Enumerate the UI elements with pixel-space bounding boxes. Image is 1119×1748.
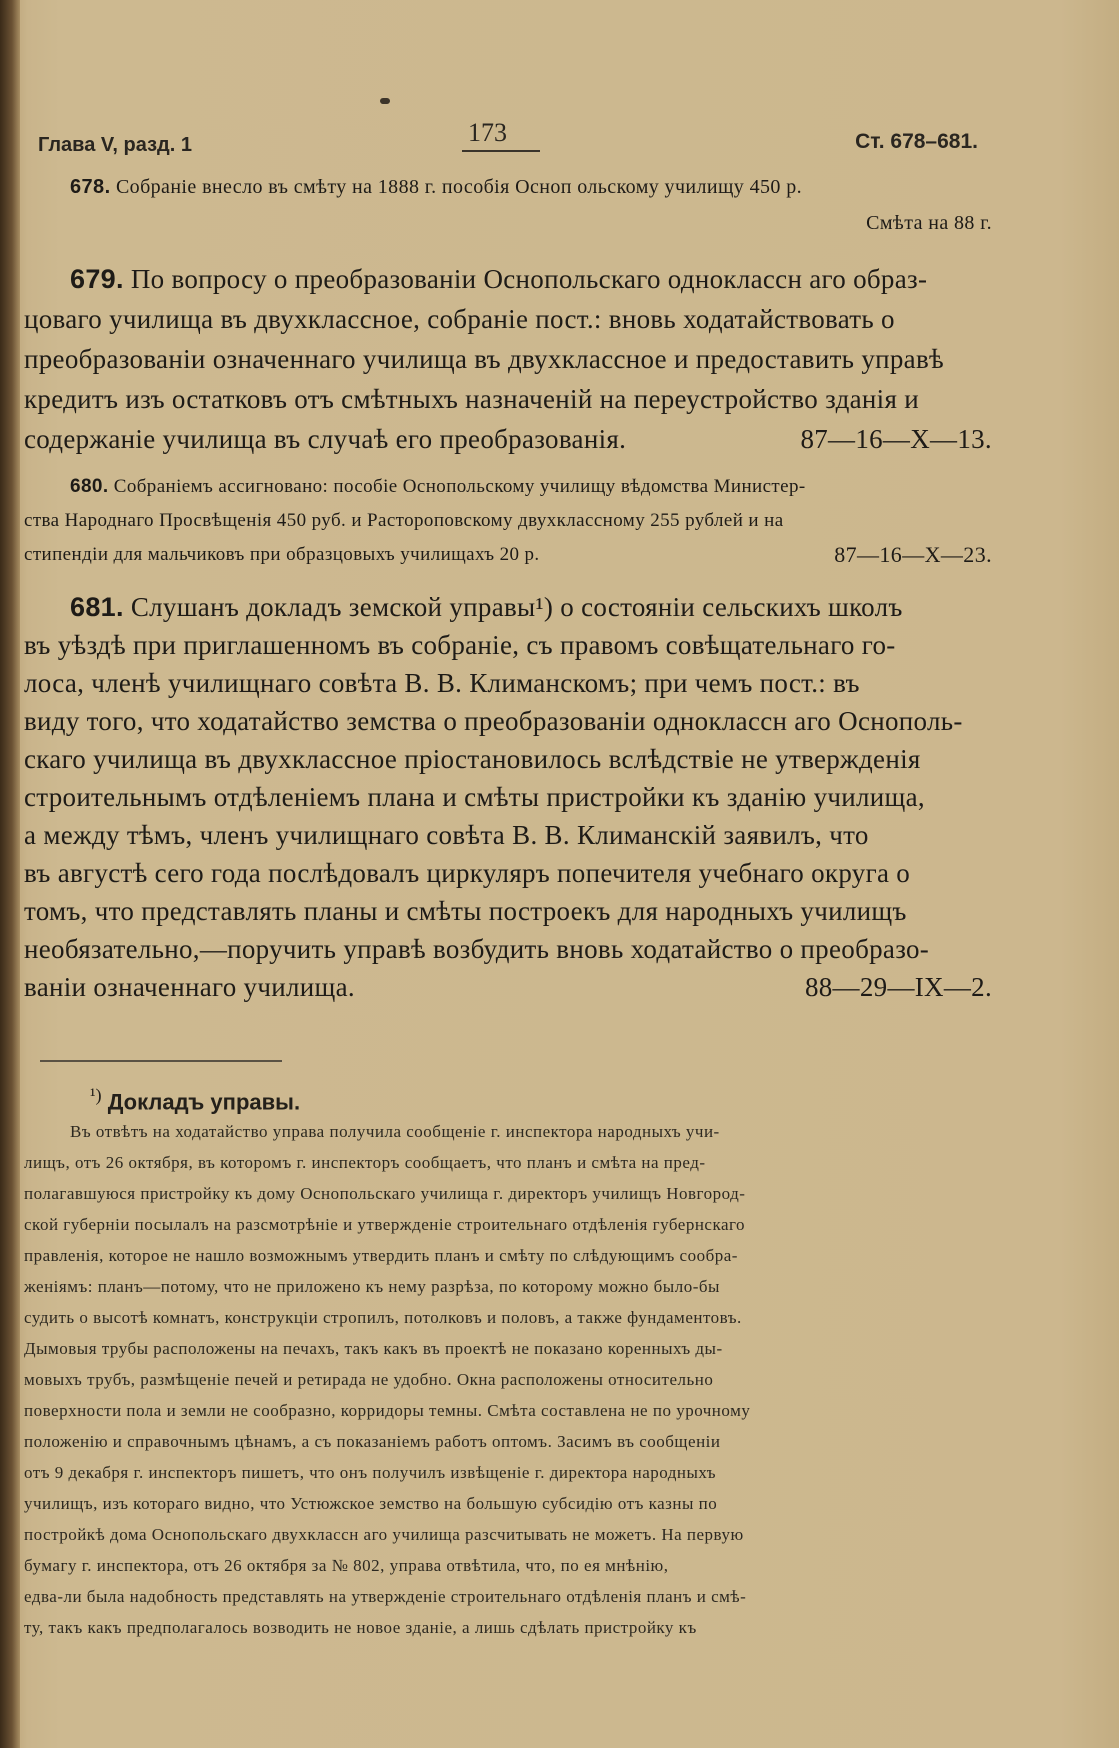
entry-681-line11: ваніи означеннаго училища. [24, 972, 355, 1002]
entry-681-line4: виду того, что ходатайство земства о преобразованіи одноклассн аго Оснополь- [24, 706, 963, 736]
entry-number: 681. [70, 592, 124, 622]
entry-678-line2: Смѣта на 88 г. [866, 212, 992, 234]
entry-681-line1 [70, 592, 1052, 623]
footnote-marker: ¹) [90, 1085, 102, 1105]
entry-679-line1 [70, 264, 1052, 295]
footnote-line: женіямъ: планъ—потому, что не приложено къ нему разрѣза, по которому можно было-бы [24, 1277, 720, 1296]
entry-679-line3: преобразованіи означеннаго училища въ двухклассное и предоставить управѣ [24, 344, 944, 374]
footnote-line: едва-ли была надобность представлять на утвержденіе строительнаго отдѣленія планъ и смѣ- [24, 1587, 747, 1606]
chapter-label: Глава V, разд. 1 [38, 134, 192, 156]
entry-679 [24, 264, 1006, 464]
entry-number: 680. [70, 476, 109, 497]
ink-mark [380, 98, 390, 104]
entry-681-line6: строительнымъ отдѣленіемъ плана и смѣты пристройки къ зданію училища, [24, 782, 925, 812]
entry-680-line3: стипендіи для мальчиковъ при образцовыхъ училищахъ 20 р. [24, 544, 540, 565]
entry-679-reference: 87—16—X—13. [800, 424, 992, 454]
entry-681-line5: скаго училища въ двухклассное пріостановилось вслѣдствіе не утвержденія [24, 744, 921, 774]
footnote-separator [40, 1060, 282, 1062]
page-number: 173 [468, 118, 507, 147]
footnote-line: Дымовыя трубы расположены на печахъ, такъ какъ въ проектѣ не показано коренныхъ ды- [24, 1339, 723, 1358]
entry-678-line1 [70, 176, 1052, 199]
entry-number: 679. [70, 264, 124, 294]
entry-680-line2: ства Народнаго Просвѣщенія 450 руб. и Растороповскому двухклассному 255 рублей и на [24, 510, 784, 531]
entry-680-line1 [70, 476, 1052, 498]
article-range: Ст. 678–681. [855, 130, 978, 153]
footnote-line: бумагу г. инспектора, отъ 26 октября за № 802, управа отвѣтила, что, по ея мнѣнію, [24, 1556, 669, 1575]
entry-text: Собраніемъ ассигновано: пособіе Оснопольскому училищу вѣдомства Министер- [113, 476, 806, 497]
footnote-line: училищъ, изъ котораго видно, что Устюжское земство на большую субсидію отъ казны по [24, 1494, 718, 1513]
entry-text: Слушанъ докладъ земской управы¹) о состояніи сельскихъ школъ [130, 592, 903, 622]
page-header [38, 110, 978, 160]
footnote-line: ту, такъ какъ предполагалось возводить не новое зданіе, а лишь сдѣлать пристройку къ [24, 1618, 697, 1637]
footnote-title [90, 1085, 300, 1115]
entry-679-line4: кредитъ изъ остатковъ отъ смѣтныхъ назначеній на переустройство зданія и [24, 384, 919, 414]
entry-number: 678. [70, 176, 111, 198]
entry-680 [24, 476, 1006, 586]
entry-text: По вопросу о преобразованіи Оснопольскаго одноклассн аго образ- [130, 264, 928, 294]
entry-681-line10: необязательно,—поручить управѣ возбудить вновь ходатайство о преобразо- [24, 934, 930, 964]
footnote-title-text: Докладъ управы. [107, 1089, 301, 1115]
entry-680-reference: 87—16—X—23. [834, 542, 992, 567]
entry-681-line3: лоса, членѣ училищнаго совѣта В. В. Климанскомъ; при чемъ пост.: въ [24, 668, 860, 698]
entry-681-reference: 88—29—IX—2. [804, 972, 992, 1002]
footnote-line: лищъ, отъ 26 октября, въ которомъ г. инспекторъ сообщаетъ, что планъ и смѣта на пред- [24, 1153, 706, 1172]
footnote-line: ской губерніи посылалъ на разсмотрѣніе и утвержденіе строительнаго отдѣленія губернскаго [24, 1215, 746, 1234]
entry-681-line8: въ августѣ сего года послѣдовалъ циркуляръ попечителя учебнаго округа о [24, 858, 911, 888]
footnote-line: положенію и справочнымъ цѣнамъ, а съ показаніемъ работъ оптомъ. Засимъ въ сообщеніи [24, 1432, 721, 1451]
entry-681-line9: томъ, что представлять планы и смѣты построекъ для народныхъ училищъ [24, 896, 907, 926]
footnote-line: правленія, которое не нашло возможнымъ утвердить планъ и смѣту по слѣдующимъ сообра- [24, 1246, 738, 1265]
footnote-line: Въ отвѣтъ на ходатайство управа получила сообщеніе г. инспектора народныхъ учи- [70, 1122, 720, 1141]
entry-681-line2: въ уѣздѣ при приглашенномъ въ собраніе, съ правомъ совѣщательнаго го- [24, 630, 896, 660]
footnote-line: мовыхъ трубъ, размѣщеніе печей и ретирада не удобно. Окна расположены относительно [24, 1370, 714, 1389]
footnote-body [24, 1122, 1006, 1702]
entry-679-line2: цоваго училища въ двухклассное, собраніе пост.: вновь ходатайствовать о [24, 304, 895, 334]
footnote-line: поверхности пола и земли не сообразно, корридоры темны. Смѣта составлена не по урочному [24, 1401, 751, 1420]
footnote-line: полагавшуюся пристройку къ дому Оснопольскаго училища г. директоръ училищъ Новгород- [24, 1184, 746, 1203]
entry-678 [24, 176, 1006, 246]
entry-679-line5: содержаніе училища въ случаѣ его преобразованія. [24, 424, 627, 454]
footnote-line: постройкѣ дома Оснопольскаго двухклассн аго училища разсчитывать не можетъ. На первую [24, 1525, 744, 1544]
page-number-rule [462, 150, 540, 152]
footnote-line: судить о высотѣ комнатъ, конструкціи стропилъ, потолковъ и половъ, а также фундаментовъ. [24, 1308, 742, 1327]
entry-681-line7: а между тѣмъ, членъ училищнаго совѣта В. В. Климанскій заявилъ, что [24, 820, 869, 850]
footnote-line: отъ 9 декабря г. инспекторъ пишетъ, что онъ получилъ извѣщеніе г. директора народныхъ [24, 1463, 717, 1482]
entry-681 [24, 592, 1006, 1022]
page-binding-edge [0, 0, 20, 1748]
entry-text: Собраніе внесло въ смѣту на 1888 г. пособія Осноп ольскому училищу 450 р. [115, 176, 803, 198]
